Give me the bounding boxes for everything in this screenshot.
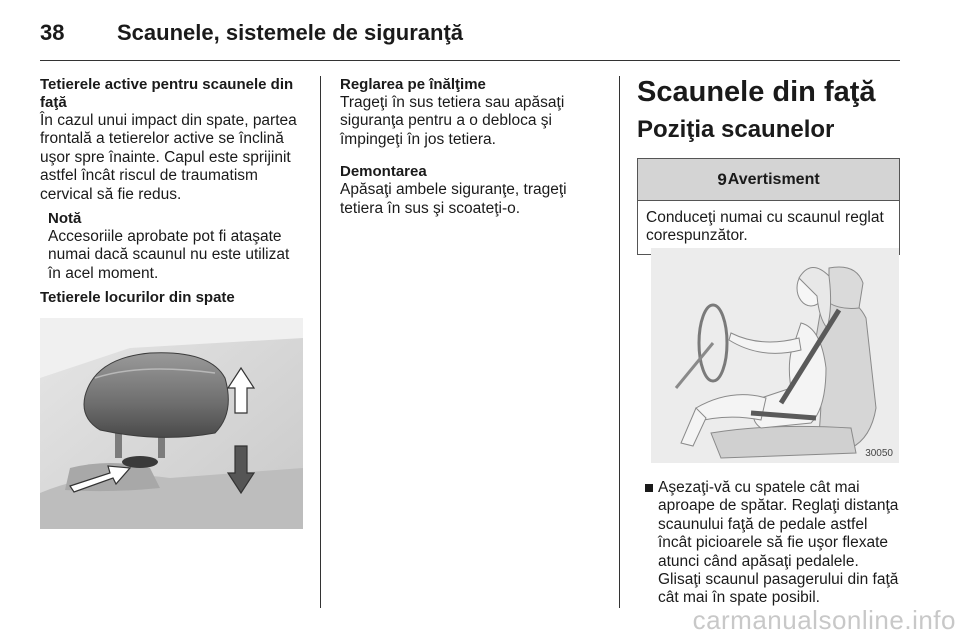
rear-headrest-drawing bbox=[40, 318, 303, 529]
text-line: Aşezaţi-vă cu spatele cât mai bbox=[658, 479, 860, 496]
text-line: împingeţi în jos tetiera. bbox=[340, 130, 496, 148]
warning-title: Avertisment bbox=[727, 170, 820, 188]
watermark: carmanualsonline.info bbox=[692, 605, 956, 635]
warning-triangle-icon: 9 bbox=[717, 169, 727, 189]
page-number: 38 bbox=[40, 20, 65, 45]
text-line: încât picioarele să fie uşor flexate bbox=[658, 534, 889, 552]
active-headrest-paragraph bbox=[40, 112, 306, 204]
column-divider-2 bbox=[619, 76, 620, 608]
text-line: astfel încât riscul de traumatism bbox=[40, 167, 258, 185]
driver-seat-drawing bbox=[651, 248, 899, 463]
text-line: Conduceţi numai cu scaunul reglat bbox=[646, 209, 884, 226]
heading-line: faţă bbox=[40, 94, 67, 111]
text-line: corespunzător. bbox=[646, 227, 748, 245]
text-line: Trageţi în sus tetiera sau apăsaţi bbox=[340, 94, 565, 111]
text-line: În cazul unui impact din spate, partea bbox=[40, 112, 297, 129]
front-seats-title: Scaunele din faţă bbox=[637, 76, 876, 108]
height-adjust-heading: Reglarea pe înălţime bbox=[340, 76, 486, 93]
warning-header bbox=[638, 159, 899, 201]
seat-instruction-bullet bbox=[645, 479, 907, 608]
figure-code: 30050 bbox=[865, 448, 893, 459]
text-line: în acel moment. bbox=[48, 264, 159, 282]
seat-position-subtitle: Poziţia scaunelor bbox=[637, 116, 835, 143]
text-line: Accesoriile aprobate pot fi ataşate bbox=[48, 228, 282, 246]
text-line: Apăsaţi ambele siguranţe, trageţi bbox=[340, 181, 567, 199]
warning-text bbox=[638, 201, 899, 254]
height-adjust-paragraph bbox=[340, 94, 602, 149]
note-block bbox=[48, 210, 306, 283]
text-line: atunci când apăsaţi pedalele. bbox=[658, 552, 859, 570]
rear-headrest-illustration bbox=[40, 318, 303, 529]
text-line: cât mai în spate posibil. bbox=[658, 589, 820, 607]
removal-heading: Demontarea bbox=[340, 163, 427, 181]
removal-paragraph bbox=[340, 181, 602, 218]
text-line: frontală a tetierelor active se înclină bbox=[40, 130, 284, 148]
chapter-title: Scaunele, sistemele de siguranţă bbox=[117, 20, 464, 45]
warning-box bbox=[637, 158, 900, 255]
text-line: cervical să fie redus. bbox=[40, 185, 182, 203]
text-line: siguranţa pentru a o debloca şi bbox=[340, 112, 552, 130]
rear-headrest-heading: Tetierele locurilor din spate bbox=[40, 289, 235, 307]
active-headrest-heading bbox=[40, 76, 306, 112]
note-text bbox=[48, 228, 306, 283]
text-line: aproape de spătar. Reglaţi distanţa bbox=[658, 497, 899, 515]
column-3 bbox=[637, 76, 903, 255]
heading-line: Tetierele active pentru scaunele din bbox=[40, 76, 294, 93]
text-line: numai dacă scaunul nu este utilizat bbox=[48, 246, 290, 264]
text-line: scaunului faţă de pedale astfel bbox=[658, 515, 868, 533]
text-line: uşor spre înainte. Capul este sprijinit bbox=[40, 148, 291, 166]
seat-position-illustration bbox=[651, 248, 899, 463]
header-rule bbox=[40, 60, 900, 61]
column-1 bbox=[40, 76, 306, 307]
text-line: Glisaţi scaunul pasagerului din faţă bbox=[658, 571, 899, 589]
bullet-text bbox=[658, 479, 907, 608]
column-divider-1 bbox=[320, 76, 321, 608]
column-2 bbox=[340, 76, 602, 218]
note-title: Notă bbox=[48, 210, 82, 228]
page-header bbox=[40, 16, 920, 60]
text-line: tetiera în sus şi scoateţi-o. bbox=[340, 199, 521, 217]
bullet-square-icon bbox=[645, 484, 653, 492]
